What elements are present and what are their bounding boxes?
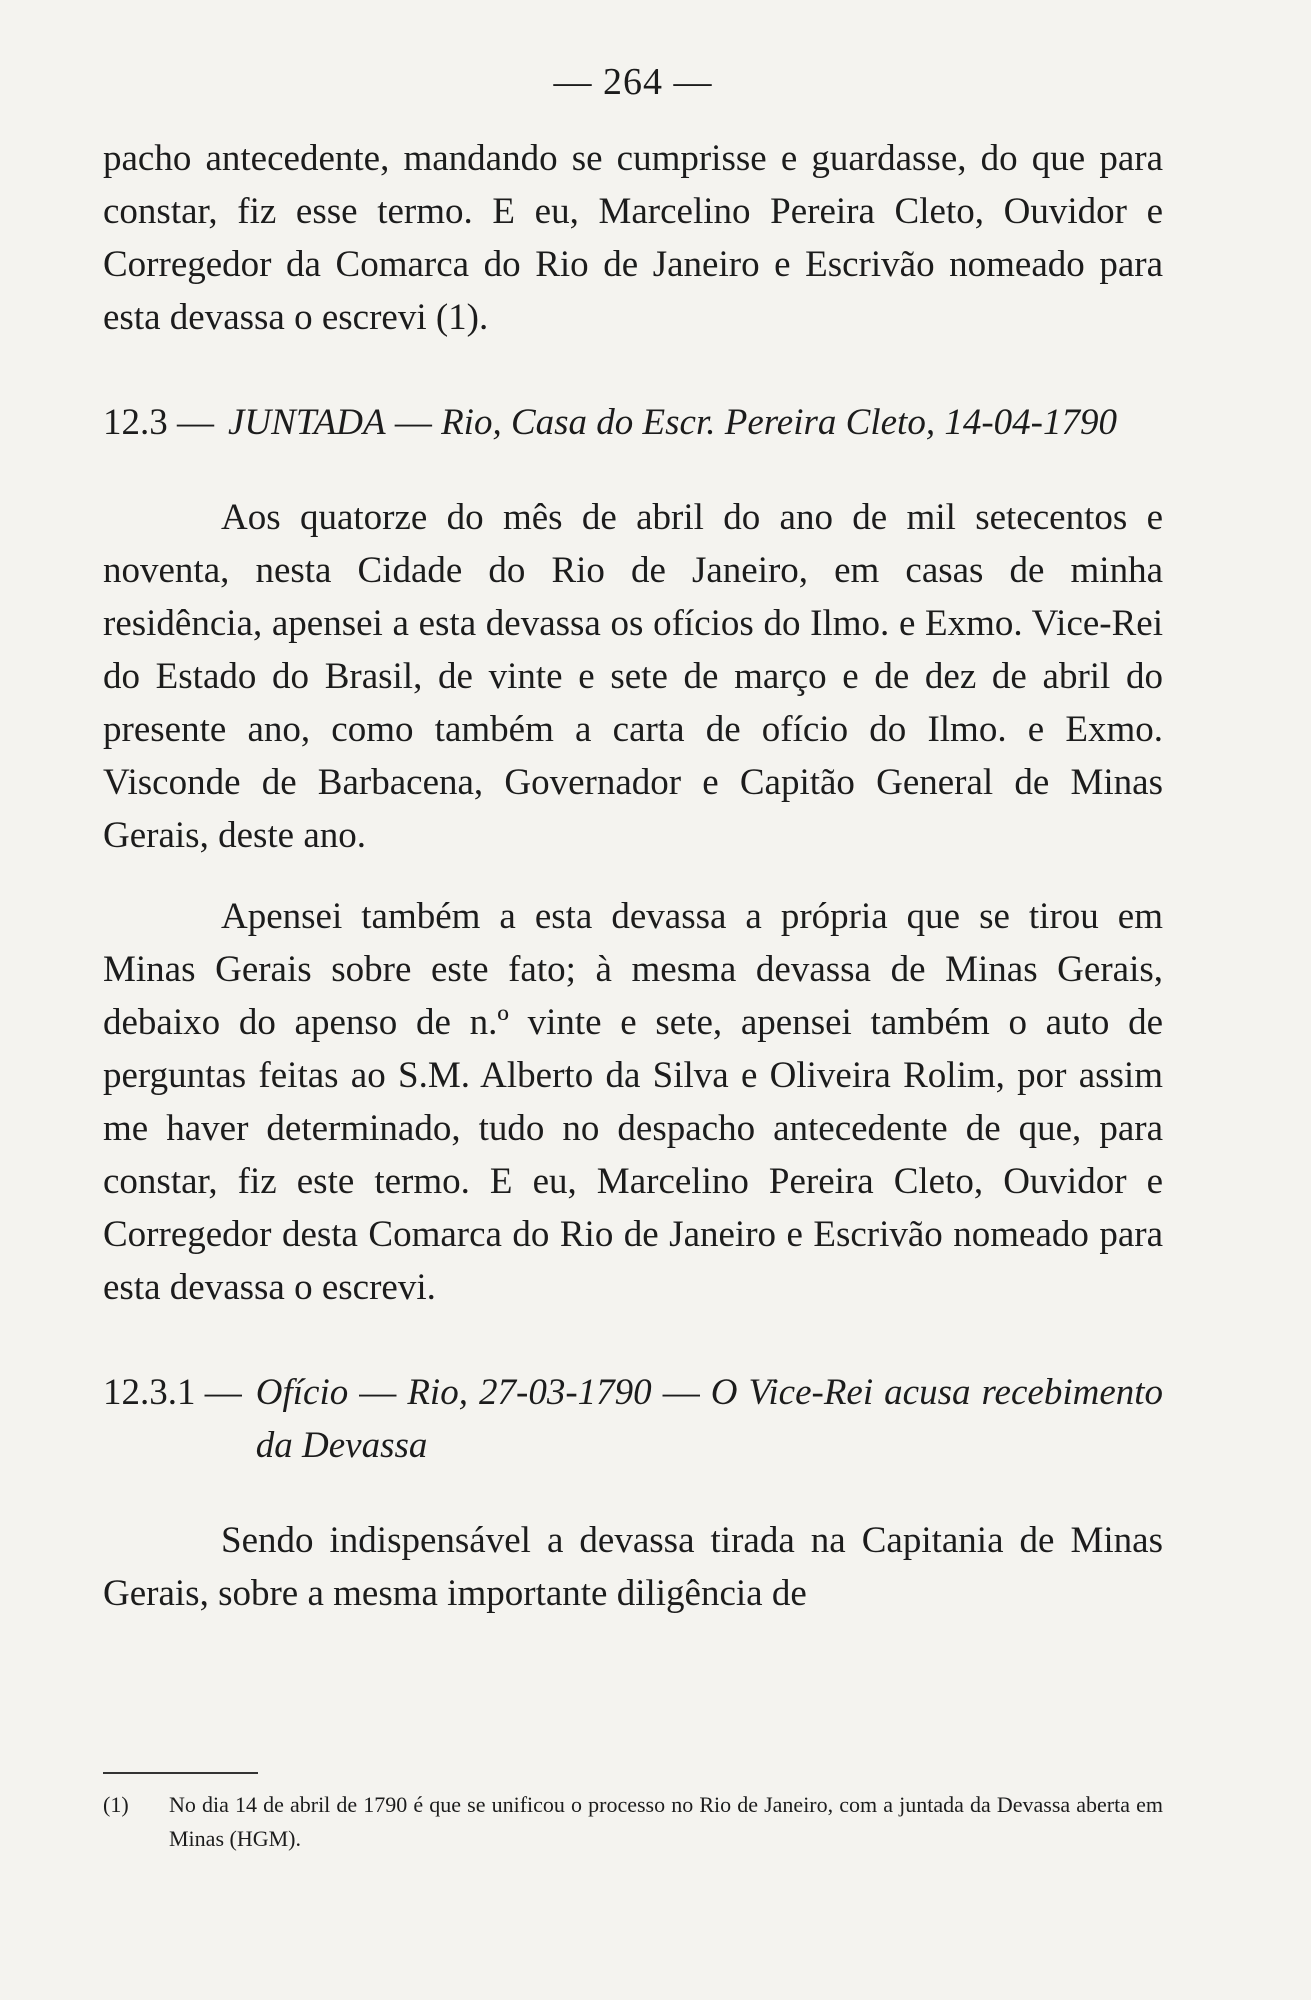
section-title: Ofício — Rio, 27-03-1790 — O Vice-Rei acusa recebimento da Devassa — [255, 1371, 1164, 1466]
footnote-rule — [103, 1772, 258, 1774]
section-number: 12.3.1 — — [103, 1371, 242, 1413]
footnote-mark: (1) — [103, 1792, 129, 1817]
footnotes — [103, 1772, 1163, 1856]
section-number: 12.3 — — [103, 401, 214, 443]
section-heading-12-3-1 — [103, 1366, 1163, 1472]
paragraph-apensei: Apensei também a esta devassa a própria que se tirou em Minas Gerais sobre este fato; à mesma devassa de Minas Gerais, debaixo do apenso de n.º vinte e sete, apensei também o auto de perguntas feitas ao S.M. Alberto da Silva e Oliveira Rolim, por assim me haver determinado, tudo no despacho antecedente de que, para constar, fiz este termo. E eu, Marcelino Pereira Cleto, Ouvidor e Corregedor desta Comarca do Rio de Janeiro e Escrivão nomeado para esta devassa o escrevi. — [103, 895, 1163, 1308]
page-body — [103, 60, 1163, 1620]
paragraph-continuation: pacho antecedente, mandando se cumprisse e guardasse, do que para constar, fiz esse termo. E eu, Marcelino Pereira Cleto, Ouvidor e Corregedor da Comarca do Rio de Janeiro e Escrivão nomeado para esta devassa o escrevi (1). — [103, 137, 1163, 338]
paragraph-juntada: Aos quatorze do mês de abril do ano de mil setecentos e noventa, nesta Cidade do Rio de Janeiro, em casas de minha residência, apensei a esta devassa os ofícios do Ilmo. e Exmo. Vice-Rei do Estado do Brasil, de vinte e sete de março e de dez de abril do presente ano, como também a carta de ofício do Ilmo. e Exmo. Visconde de Barbacena, Governador e Capitão General de Minas Gerais, deste ano. — [103, 496, 1163, 856]
paragraph-oficio: Sendo indispensável a devassa tirada na Capitania de Minas Gerais, sobre a mesma importante diligência de — [103, 1519, 1163, 1614]
page-number: — 264 — — [553, 61, 713, 103]
footnote-text: No dia 14 de abril de 1790 é que se unificou o processo no Rio de Janeiro, com a juntada da Devassa aberta em Minas (HGM). — [169, 1792, 1163, 1851]
section-title: JUNTADA — Rio, Casa do Escr. Pereira Cleto, 14-04-1790 — [228, 401, 1117, 443]
footnote-1 — [103, 1788, 1163, 1856]
section-heading-12-3 — [103, 396, 1163, 449]
